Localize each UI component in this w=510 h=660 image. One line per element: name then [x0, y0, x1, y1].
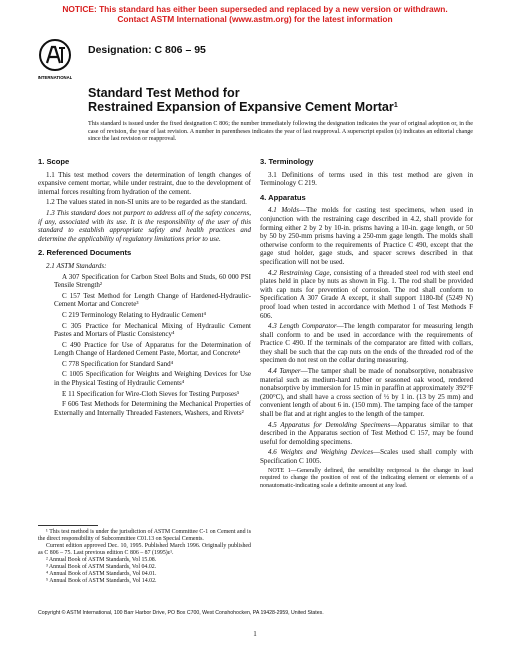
- apparatus-4-3-label: 4.3 Length Comparator: [268, 322, 337, 331]
- apparatus-4-5: [260, 421, 473, 447]
- title-main: Restrained Expansion of Expansive Cement Mortar: [88, 100, 394, 114]
- scope-1-3: 1.3 This standard does not purport to address all of the safety concerns, if any, associated with its use. It is the responsibility of the user of this standard to establish appropriate safety and health practices and determine the applicability of regulatory limitations prior to use.: [38, 208, 251, 243]
- apparatus-4-2-text: , consisting of a threaded steel rod with steel end plates held in place by nuts as shown in Fig. 1. The rod shall be provided with cap nuts for prevention of corrosion. The rod shall conform to Specification A 307 Grade A except, it shall support 1180-lbf (5249 N) proof load when tested in accordance with Method 1 of Test Methods F 606.: [260, 268, 473, 320]
- apparatus-4-6: [260, 448, 473, 465]
- footnote: ¹ This test method is under the jurisdiction of ASTM Committee C-1 on Cement and is the direct responsibility of Subcommittee C01.13 on Special Cements.: [38, 529, 251, 542]
- apparatus-4-5-text: —Apparatus similar to that described in the Apparatus section of Test Method C 157, may be found useful for demolding specimens.: [260, 420, 474, 446]
- terminology-heading: 3. Terminology: [260, 157, 314, 166]
- title-footnote-mark: 1: [393, 102, 398, 109]
- right-column: [260, 158, 473, 492]
- footnote: ⁵ Annual Book of ASTM Standards, Vol 14.02.: [46, 578, 157, 584]
- footnotes: [38, 525, 251, 585]
- title-line-1: Standard Test Method for: [88, 86, 240, 100]
- astm-standards-label: 2.1 ASTM Standards:: [46, 261, 107, 270]
- notice-line-2: Contact ASTM International (www.astm.org) for the latest information: [117, 14, 393, 24]
- reference-item: C 305 Practice for Mechanical Mixing of Hydraulic Cement Pastes and Mortars of Plastic Consistency⁴: [54, 321, 251, 339]
- apparatus-4-1: [260, 206, 473, 266]
- designation: Designation: C 806 – 95: [88, 44, 206, 56]
- reference-item: C 490 Practice for Use of Apparatus for the Determination of Length Change of Hardened Cement Paste, Mortar, and Concrete⁴: [54, 340, 251, 358]
- apparatus-4-1-text: —The molds for casting test specimens, when used in conjunction with the restraining cage described in 4.2, shall provide for forming either 2 by 2 by 10-in. prisms having a 10-in. gage length, or 50 by 50 by 250-mm prisms having a 250-mm gage length. The molds shall otherwise conform to the requirements of Practice C 490, except that the gage stud holder, gage studs, and spacer screws described in that specification will not be used.: [260, 206, 473, 266]
- supersede-notice: [0, 4, 510, 24]
- apparatus-4-3-text: —The length comparator for measuring length shall conform to and be used in accordance with the requirements of Practice C 490. If the terminals of the comparator are fitted with collars, they shall be such that the cap nuts on the ends of the threaded rod of the specimen do not rest on the collar during measuring.: [260, 322, 473, 365]
- apparatus-4-4-text: —The tamper shall be made of nonabsorptive, nonabrasive material such as medium-hard rubber or seasoned oak wood, rendered nonabsorptive by immersion for 15 min in paraffin at approximately 392°F (200°C), and shall have a cross section of ½ by 1 in. (13 by 25 mm) and convenient length of about 6 in. (150 mm). The tamping face of the tamper shall be flat and at right angles to the length of the tamper.: [260, 367, 473, 419]
- logo-text: INTERNATIONAL: [38, 75, 72, 80]
- page-number: 1: [253, 630, 257, 638]
- reference-item: E 11 Specification for Wire-Cloth Sieves for Testing Purposes⁵: [62, 389, 240, 398]
- copyright-line: Copyright © ASTM International, 100 Barr Harbor Drive, PO Box C700, West Conshohocken, PA 19428-2959, United States.: [38, 610, 324, 616]
- apparatus-4-4: [260, 367, 473, 419]
- document-title: [88, 86, 488, 114]
- footnote: ² Annual Book of ASTM Standards, Vol 15.08.: [46, 557, 157, 563]
- apparatus-4-3: [260, 322, 473, 365]
- reference-item: C 157 Test Method for Length Change of Hardened-Hydraulic-Cement Mortar and Concrete³: [54, 291, 251, 309]
- note-1: NOTE 1—Generally defined, the sensibility reciprocal is the change in load required to change the position of rest of the indicating element or elements of a nonautomatic-indicating scale a definite amount at any load.: [260, 467, 473, 489]
- intro-paragraph: This standard is issued under the fixed designation C 806; the number immediately following the designation indicates the year of original adoption or, in the case of revision, the year of last revision. A number in parentheses indicates the year of last reapproval. A superscript epsilon (ε) indicates an editorial change since the last revision or reapproval.: [88, 121, 473, 142]
- reference-item: A 307 Specification for Carbon Steel Bolts and Studs, 60 000 PSI Tensile Strength²: [54, 272, 251, 290]
- reference-item: C 1005 Specification for Weights and Weighing Devices for Use in the Physical Testing of Hydraulic Cements⁴: [54, 370, 251, 388]
- apparatus-4-1-label: 4.1 Molds: [268, 206, 299, 215]
- scope-1-1: 1.1 This test method covers the determination of length changes of expansive cement mortar, while under restraint, due to the development of internal forces resulting from hydration of the cement.: [38, 170, 251, 196]
- apparatus-4-4-label: 4.4 Tamper: [268, 367, 301, 376]
- reference-item: F 606 Test Methods for Determining the Mechanical Properties of Externally and Internally Threaded Fasteners, Washers, and Rivets²: [54, 400, 251, 417]
- footnote: ⁴ Annual Book of ASTM Standards, Vol 04.01.: [46, 571, 157, 577]
- title-line-2: [88, 100, 488, 114]
- apparatus-4-2: [260, 269, 473, 321]
- scope-1-2: 1.2 The values stated in non-SI units are to be regarded as the standard.: [46, 198, 247, 207]
- reference-item: C 219 Terminology Relating to Hydraulic Cement⁴: [62, 310, 206, 319]
- scope-heading: 1. Scope: [38, 157, 70, 166]
- footnote-rule: [38, 525, 98, 526]
- footnote: ³ Annual Book of ASTM Standards, Vol 04.02.: [46, 564, 157, 570]
- apparatus-heading: 4. Apparatus: [260, 192, 306, 202]
- astm-logo-icon: [38, 38, 72, 82]
- apparatus-4-6-text: —Scales used shall comply with Specification C 1005.: [260, 448, 473, 465]
- footnote: Current edition approved Dec. 10, 1995. Published March 1996. Originally published as C 806 – 75. Last previous edition C 806 – 87 (1995)ε¹.: [38, 543, 251, 556]
- terminology-3-1: 3.1 Definitions of terms used in this test method are given in Terminology C 219.: [260, 170, 473, 188]
- notice-line-1: NOTICE: This standard has either been superseded and replaced by a new version or withdrawn.: [62, 4, 448, 14]
- reference-item: C 778 Specification for Standard Sand⁴: [62, 359, 174, 368]
- left-column: [38, 158, 251, 419]
- apparatus-4-5-label: 4.5 Apparatus for Demolding Specimens: [268, 420, 391, 429]
- referenced-documents-heading: 2. Referenced Documents: [38, 248, 132, 258]
- apparatus-4-6-label: 4.6 Weights and Weighing Devices: [268, 448, 374, 457]
- apparatus-4-2-label: 4.2 Restraining Cage: [268, 268, 330, 277]
